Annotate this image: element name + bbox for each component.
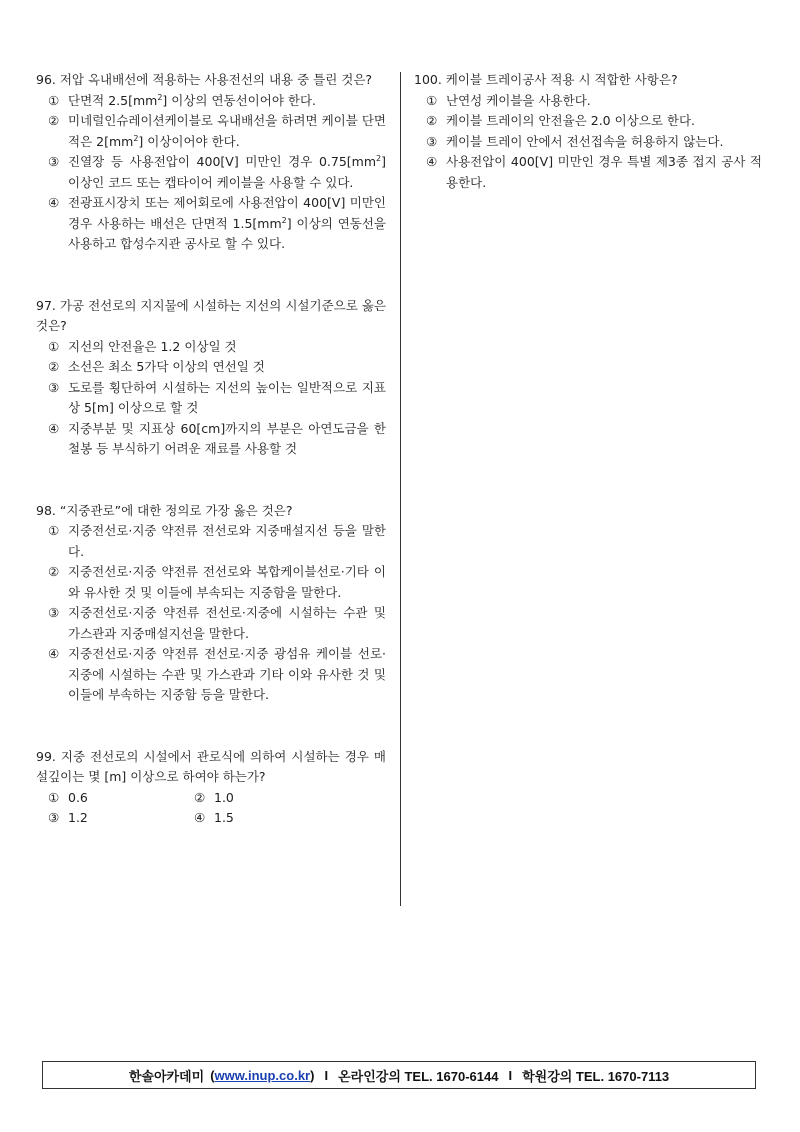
option-text: 케이블 트레이의 안전율은 2.0 이상으로 한다. — [446, 113, 695, 128]
option-text: 사용전압이 400[V] 미만인 경우 특별 제3종 접지 공사 적용한다. — [446, 154, 762, 190]
question-100 — [414, 70, 762, 193]
answer-option[interactable] — [36, 419, 386, 460]
option-grid — [36, 788, 386, 829]
answer-option[interactable] — [414, 91, 762, 112]
option-text: 단면적 $2.5[mm^2]$ 이상의 연동선이어야 한다. — [68, 92, 317, 108]
option-text: 난연성 케이블을 사용한다. — [446, 92, 591, 108]
online-phone: 온라인강의 TEL. 1670-6144 — [338, 1068, 499, 1084]
option-number: ① — [48, 523, 60, 538]
option-text: 1.2 — [68, 810, 88, 825]
option-text: 지중전선로·지중 약전류 전선로·지중에 시설하는 수관 및 가스관과 지중매설지선을 말한다. — [68, 605, 386, 641]
option-text: 진열장 등 사용전압이 400[V] 미만인 경우 $0.75[mm^2]$ 이상인 코드 또는 캡타이어 케이블을 사용할 수 있다. — [68, 153, 386, 190]
option-number: ① — [48, 789, 60, 805]
question-stem: 100. 케이블 트레이공사 적용 시 적합한 사항은? — [414, 72, 678, 87]
answer-option[interactable] — [414, 152, 762, 193]
answer-option[interactable] — [414, 132, 762, 153]
question-stem: 99. 지중 전선로의 시설에서 관로식에 의하여 시설하는 경우 매설깊이는 몇 [m] 이상으로 하여야 하는가? — [36, 748, 386, 784]
question-99 — [36, 747, 386, 829]
option-number: ② — [194, 789, 206, 805]
right-column — [414, 70, 762, 193]
option-number: ④ — [48, 195, 60, 210]
answer-option[interactable] — [36, 152, 386, 193]
option-text: 케이블 트레이 안에서 전선접속을 허용하지 않는다. — [446, 133, 724, 149]
option-number: ④ — [194, 810, 206, 825]
option-text: 1.0 — [214, 789, 234, 805]
option-number: ④ — [48, 420, 60, 436]
website-link[interactable]: www.inup.co.kr — [214, 1067, 311, 1083]
answer-option[interactable] — [36, 562, 386, 603]
question-98 — [36, 501, 386, 706]
option-number: ③ — [426, 133, 438, 149]
option-number: ② — [48, 113, 60, 128]
answer-option[interactable] — [48, 808, 194, 829]
answer-option[interactable] — [36, 357, 386, 378]
page-footer — [42, 1061, 756, 1089]
answer-option[interactable] — [36, 521, 386, 562]
academy-name: 한솔아카데미 — [128, 1068, 205, 1084]
answer-option[interactable] — [194, 788, 344, 809]
option-number: ② — [48, 564, 60, 579]
option-text: 지중전선로·지중 약전류 전선로와 지중매설지선 등을 말한다. — [68, 523, 386, 559]
question-96 — [36, 70, 386, 255]
option-number: ④ — [426, 154, 438, 169]
answer-option[interactable] — [36, 378, 386, 419]
paren-close: ) — [310, 1067, 315, 1083]
option-text: 도로를 횡단하여 시설하는 지선의 높이는 일반적으로 지표상 5[m] 이상으로 할 것 — [68, 379, 386, 415]
footer-separator: I — [508, 1067, 513, 1083]
footer-separator: I — [324, 1067, 329, 1083]
option-number: ② — [48, 359, 60, 374]
question-stem: 98. “지중관로”에 대한 정의로 가장 옳은 것은? — [36, 502, 293, 518]
option-text: 1.5 — [214, 810, 234, 825]
answer-option[interactable] — [48, 788, 194, 809]
answer-option[interactable] — [36, 193, 386, 255]
offline-phone: 학원강의 TEL. 1670-7113 — [522, 1068, 670, 1084]
answer-option[interactable] — [36, 111, 386, 152]
column-divider — [400, 72, 401, 906]
option-text: 지중전선로·지중 약전류 전선로·지중 광섬유 케이블 선로·지중에 시설하는 수관 및 가스관과 기타 이와 유사한 것 및 이들에 부속하는 지중함 등을 말한다. — [68, 646, 386, 702]
option-number: ③ — [48, 810, 60, 825]
option-text: 지선의 안전율은 1.2 이상일 것 — [68, 338, 237, 354]
option-text: 지중부분 및 지표상 60[cm]까지의 부분은 아연도금을 한 철봉 등 부식하기 어려운 재료를 사용할 것 — [68, 420, 386, 456]
option-number: ① — [48, 92, 60, 108]
option-number: ① — [426, 92, 438, 108]
question-97 — [36, 296, 386, 460]
option-number: ④ — [48, 646, 60, 661]
option-text: 지중전선로·지중 약전류 전선로와 복합케이블선로·기타 이와 유사한 것 및 이들에 부속되는 지중함을 말한다. — [68, 564, 386, 600]
left-column — [36, 70, 386, 829]
question-stem: 96. 저압 옥내배선에 적용하는 사용전선의 내용 중 틀린 것은? — [36, 72, 373, 87]
paren-open: ( — [210, 1067, 215, 1083]
answer-option[interactable] — [36, 91, 386, 112]
option-number: ③ — [48, 154, 60, 169]
answer-option[interactable] — [194, 808, 344, 829]
answer-option[interactable] — [36, 337, 386, 358]
option-text: 미네럴인슈레이션케이블로 옥내배선을 하려면 케이블 단면적은 $2[mm^2]$ 이상이어야 한다. — [68, 113, 386, 149]
option-number: ① — [48, 338, 60, 354]
option-number: ③ — [48, 379, 60, 395]
answer-option[interactable] — [414, 111, 762, 132]
answer-option[interactable] — [36, 603, 386, 644]
answer-option[interactable] — [36, 644, 386, 706]
question-stem: 97. 가공 전선로의 지지물에 시설하는 지선의 시설기준으로 옳은 것은? — [36, 297, 386, 333]
option-number: ② — [426, 113, 438, 128]
option-text: 전광표시장치 또는 제어회로에 사용전압이 400[V] 미만인 경우 사용하는 배선은 단면적 $1.5[mm^2]$ 이상의 연동선을 사용하고 합성수지관 공사로 할 수 있다. — [68, 195, 386, 251]
option-number: ③ — [48, 605, 60, 620]
option-text: 0.6 — [68, 789, 88, 805]
option-text: 소선은 최소 5가닥 이상의 연선일 것 — [68, 359, 265, 374]
